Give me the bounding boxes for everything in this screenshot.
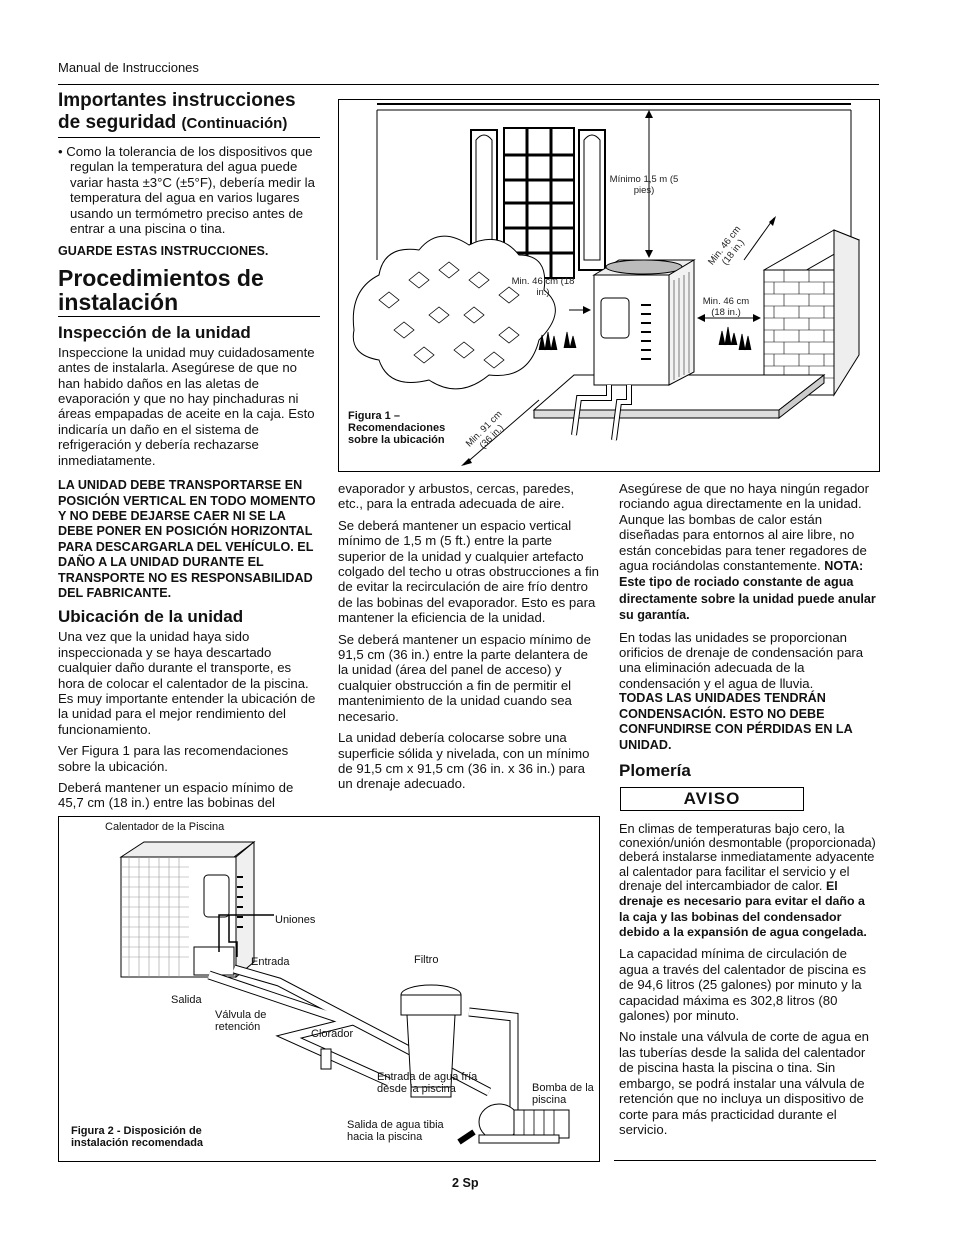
inspection-title: Inspección de la unidad [58,322,251,342]
label-diagonal-clearance: Min. 46 cm (18 in.) [706,223,747,268]
label-left-clearance: Min. 46 cm (18 in.) [511,276,575,298]
notice-box: AVISO [620,787,804,811]
label-chlorinator: Clorador [311,1028,354,1040]
freeze-text-plain: En climas de temperaturas bajo cero, la conexión/unión desmontable (proporcionada) deberá instalarse inmediatamente adyacente al calentador para facilitar el servicio y el drenaje del intercambiador de calor. [619,821,876,893]
right-column [619,481,877,783]
safety-title-continued: (Continuación) [181,115,288,132]
location-text-2: Ver Figura 1 para las recomendaciones sobre la ubicación. [58,743,289,774]
bottom-rule [614,1160,876,1161]
location-title: Ubicación de la unidad [58,607,244,627]
right-column-lower [619,822,877,1143]
middle-text-1: evaporador y arbustos, cercas, paredes, etc., para la entrada adecuada de aire. [338,481,575,512]
label-unions: Uniones [275,914,316,926]
save-instructions: GUARDE ESTAS INSTRUCCIONES. [58,244,269,259]
procedures-title: Procedimientos de instalación [58,264,264,315]
page-number: 2 Sp [452,1176,479,1190]
label-front-clearance: Min. 91 cm (36 in.) [463,408,507,452]
right-text-1 [619,481,877,624]
plumbing-title: Plomería [619,760,691,780]
label-check-valve: Válvula de retención [215,1009,267,1033]
label-warm-outlet: Salida de agua tibia hacia la piscina [347,1119,444,1143]
safety-bullet: • Como la tolerancia de los dispositivos que regulan la temperatura del agua puede variar hasta ±3°C (±5°F), debería medir la temperatura del agua en varios lugares usando un termómetro preciso antes de entrar a una piscina o tina. [58,144,315,237]
title-rule [58,137,320,138]
label-cold-inlet: Entrada de agua fría desde la piscina [377,1071,478,1095]
page-header: Manual de Instrucciones [58,60,199,75]
section-title-safety [58,90,320,135]
sprinkler-note: NOTA: Este tipo de rociado constante de agua directamente sobre la unidad puede anular su garantía. [619,559,876,623]
label-vertical-clearance: Mínimo 1,5 m (5 pies) [609,174,679,196]
procedures-rule [58,316,320,317]
left-column [58,90,320,817]
middle-text-2: Se deberá mantener un espacio vertical mínimo de 1,5 m (5 ft.) entre la parte superior de la unidad y cualquier artefacto colgado del techo u otras obstrucciones a fin de evitar la recirculación de aire frío dentro de las bobinas del evaporador. Esto es para mantener la eficiencia de la unidad. [338,517,599,626]
location-text-3: Deberá mantener un espacio mínimo de 45,7 cm (18 in.) entre las bobinas del [58,780,294,811]
header-rule [58,84,879,85]
right-text-2: En todas las unidades se proporcionan orificios de drenaje de condensación para una eliminación adecuada de la condensación y el agua de lluvia. [619,629,864,691]
condensation-warning: TODAS LAS UNIDADES TENDRÁN CONDENSACIÓN. ESTO NO DEBE CONFUNDIRSE CON PÉRDIDAS EN LA UNIDAD. [619,691,853,752]
figure-1 [338,99,880,472]
label-inlet: Entrada [251,956,290,968]
figure-1-caption: Figura 1 – Recomendaciones sobre la ubicación [348,410,446,446]
label-filter: Filtro [414,954,439,966]
sprinkler-text: Asegúrese de que no haya ningún regador rociando agua directamente en la unidad. Aunque las bombas de calor están diseñadas para entornos al aire libre, no están concebidas para tener regadores de agua rociándolas constantemente. [619,481,870,574]
figure-2 [58,816,600,1162]
inspection-text: Inspeccione la unidad muy cuidadosamente antes de instalarla. Asegúrese de que no han habido daños en las aletas de evaporación y que no hay pinchaduras ni áreas empapadas de aceite en la caja. Esto indicaría un daño en el sistema de refrigeración y debería rechazarse inmediatamente. [58,344,315,468]
label-pump: Bomba de la piscina [532,1082,594,1106]
middle-column [338,481,600,798]
middle-text-3: Se deberá mantener un espacio mínimo de 91,5 cm (36 in.) entre la parte delantera de la unidad (área del panel de acceso) y cualquier obstrucción a fin de permitir el mantenimiento de la unidad cuando sea necesario. [338,631,591,724]
location-text-1: Una vez que la unidad haya sido inspeccionada y se haya descartado cualquier daño durante el transporte, es hora de colocar el calentador de la piscina. Es muy importante entender la ubicación de la unidad para el mejor rendimiento del funcionamiento. [58,629,316,737]
figure-2-caption: Figura 2 - Disposición de instalación recomendada [71,1125,204,1149]
freeze-text [619,822,877,940]
plumbing-illustration [59,817,599,1161]
shutoff-valve-text: No instale una válvula de corte de agua en las tuberías desde la salida del calentador de piscina hasta la piscina o tina. Sin embargo, se podrá instalar una válvula de retención que no incluya un dispositivo de corte para más practicidad durante el servicio. [619,1029,870,1137]
label-heater: Calentador de la Piscina [105,821,225,833]
freeze-text-bold: El drenaje es necesario para evitar el daño a la caja y las bobinas del condensador debido a la expansión de agua congelada. [619,878,867,940]
inspection-warning: LA UNIDAD DEBE TRANSPORTARSE EN POSICIÓN VERTICAL EN TODO MOMENTO Y NO DEBE DEJARSE CAER NI SE LA DEBE PONER EN POSICIÓN HORIZONTAL PARA DESCARGARLA DEL VEHÍCULO. EL DAÑO A LA UNIDAD DURANTE EL TRANSPORTE NO ES RESPONSABILIDAD DEL FABRICANTE. [58,478,316,600]
flow-capacity-text: La capacidad mínima de circulación de agua a través del calentador de piscina es de 94,6 litros (25 galones) por minuto y la capacidad máxima es 302,8 litros (80 galones) por minuto. [619,946,867,1024]
safety-title-main: Importantes instrucciones de seguridad [58,90,296,133]
middle-text-4: La unidad debería colocarse sobre una superficie sólida y nivelada, con un mínimo de 91,5 cm x 91,5 cm (36 in. x 36 in.) para un drenaje adecuado. [338,730,590,792]
label-outlet: Salida [171,994,202,1006]
label-right-clearance: Min. 46 cm (18 in.) [702,296,750,318]
